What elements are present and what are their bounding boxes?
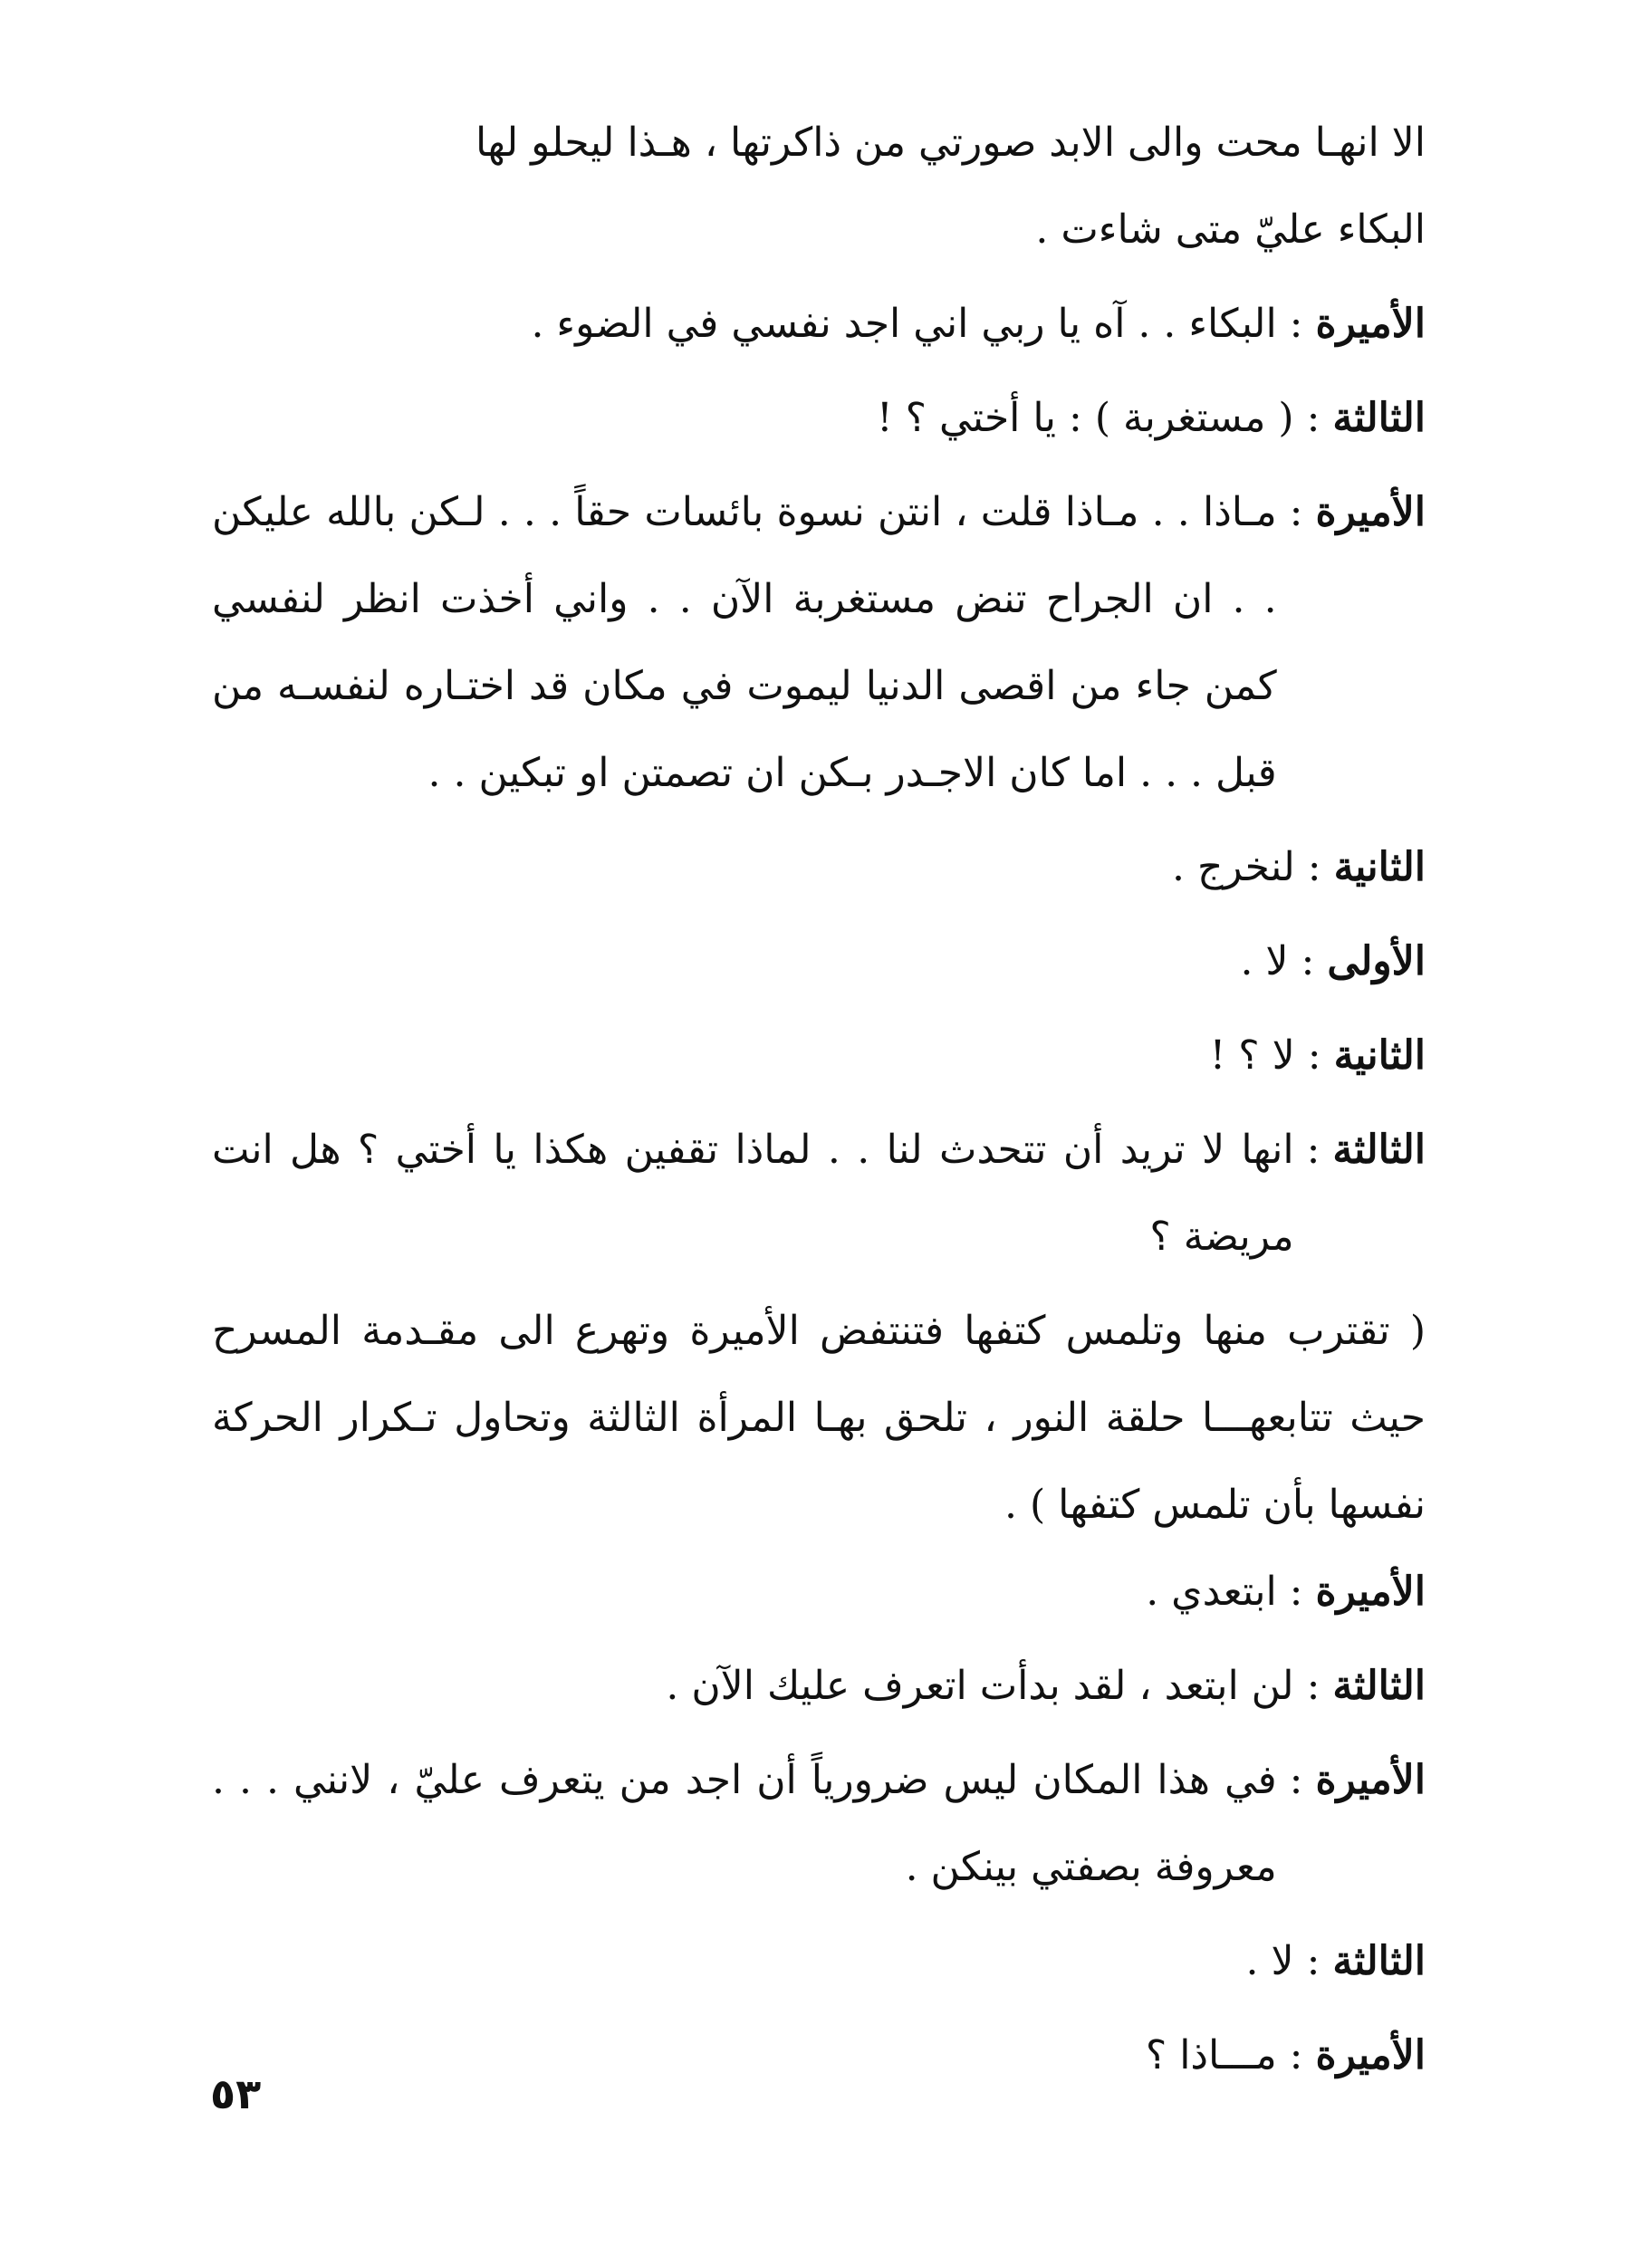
speaker-colon: :: [1307, 844, 1321, 890]
dialogue-line: [212, 1013, 1426, 1099]
speaker-colon: :: [1307, 1032, 1321, 1079]
speaker-colon: :: [1289, 1569, 1303, 1615]
speaker-name: الثانية: [1333, 844, 1426, 890]
dialogue-line: [212, 1737, 1426, 1911]
dialogue-line: [212, 1918, 1426, 2005]
dialogue-line: [212, 469, 1426, 817]
speech-text: لا ؟ !: [1209, 1032, 1295, 1079]
speaker-colon: :: [1289, 1757, 1303, 1803]
dialogue-line: [212, 1549, 1426, 1636]
speech-text: البكاء . . آه يا ربي اني اجد نفسي في الضوء .: [531, 301, 1277, 347]
speech-text: مـاذا . . مـاذا قلت ، انتن نسوة بائسات حقاً . . . لـكن بالله عليكن . . ان الجراح تنض مستغربة الآن . . واني أخذت انظر لنفسي كمن جاء من اقصى الدنيا ليموت في مكان قد اختـاره لنفسـه من قبل . . . اما كان الاجـدر بـكن ان تصمتن او تبكين . .: [212, 489, 1277, 796]
dialogue-line: [212, 1107, 1426, 1281]
speaker-colon: :: [1306, 1938, 1321, 1984]
speaker-name: الأميرة: [1315, 301, 1426, 347]
speech-text: مـــاذا ؟: [1145, 2032, 1277, 2078]
speaker-colon: :: [1301, 938, 1315, 984]
speaker-colon: :: [1289, 489, 1303, 535]
opening-paragraph: [212, 100, 1426, 274]
dialogue-line: [212, 1643, 1426, 1730]
speaker-name: الثالثة: [1332, 1938, 1426, 1984]
page-number: ٥٣: [210, 2069, 262, 2118]
dialogue-line: [212, 918, 1426, 1005]
speech-text: ( مستغربة ) : يا أختي ؟ !: [877, 395, 1294, 441]
dialogue-section: [212, 281, 1426, 1281]
speaker-name: الأميرة: [1315, 1757, 1426, 1803]
opening-line: الا انهـا محت والى الابد صورتي من ذاكرتها ، هـذا ليحلو لها: [475, 120, 1426, 166]
speech-text: ابتعدي .: [1146, 1569, 1277, 1615]
opening-line: البكاء عليّ متى شاءت .: [1035, 206, 1426, 253]
speech-text: لنخرج .: [1171, 844, 1295, 890]
speech-text: لن ابتعد ، لقد بدأت اتعرف عليك الآن .: [666, 1663, 1294, 1709]
speech-text: لا .: [1245, 1938, 1294, 1984]
speaker-name: الأميرة: [1315, 1569, 1426, 1615]
stage-direction: [212, 1288, 1426, 1549]
dialogue-line: [212, 281, 1426, 368]
speaker-name: الأولى: [1327, 938, 1426, 984]
speech-text: لا .: [1240, 938, 1289, 984]
speaker-name: الأميرة: [1315, 2032, 1426, 2078]
speaker-name: الثالثة: [1332, 1127, 1426, 1173]
speech-text: في هذا المكان ليس ضرورياً أن اجد من يتعرف عليّ ، لانني . . . معروفة بصفتي بينكن .: [212, 1757, 1277, 1890]
stage-direction-text: ( تقترب منها وتلمس كتفها فتنتفض الأميرة وتهرع الى مقـدمة المسرح حيث تتابعهـــا حلقة النور ، تلحق بهـا المرأة الثالثة وتحاول تـكرار الحركة نفسها بأن تلمس كتفها ) .: [212, 1308, 1426, 1528]
speaker-colon: :: [1306, 395, 1321, 441]
speaker-name: الثالثة: [1332, 395, 1426, 441]
speaker-colon: :: [1306, 1663, 1321, 1709]
speaker-name: الأميرة: [1315, 489, 1426, 535]
page-body: [212, 100, 1426, 2107]
dialogue-line: [212, 824, 1426, 911]
speaker-name: الثالثة: [1332, 1663, 1426, 1709]
dialogue-line: [212, 2012, 1426, 2099]
speaker-name: الثانية: [1333, 1032, 1426, 1079]
speaker-colon: :: [1289, 2032, 1303, 2078]
speaker-colon: :: [1306, 1127, 1321, 1173]
speech-text: انها لا تريد أن تتحدث لنا . . لماذا تقفين هكذا يا أختي ؟ هل انت مريضة ؟: [212, 1127, 1294, 1260]
speaker-colon: :: [1289, 301, 1303, 347]
dialogue-section: [212, 1549, 1426, 2099]
dialogue-line: [212, 375, 1426, 462]
